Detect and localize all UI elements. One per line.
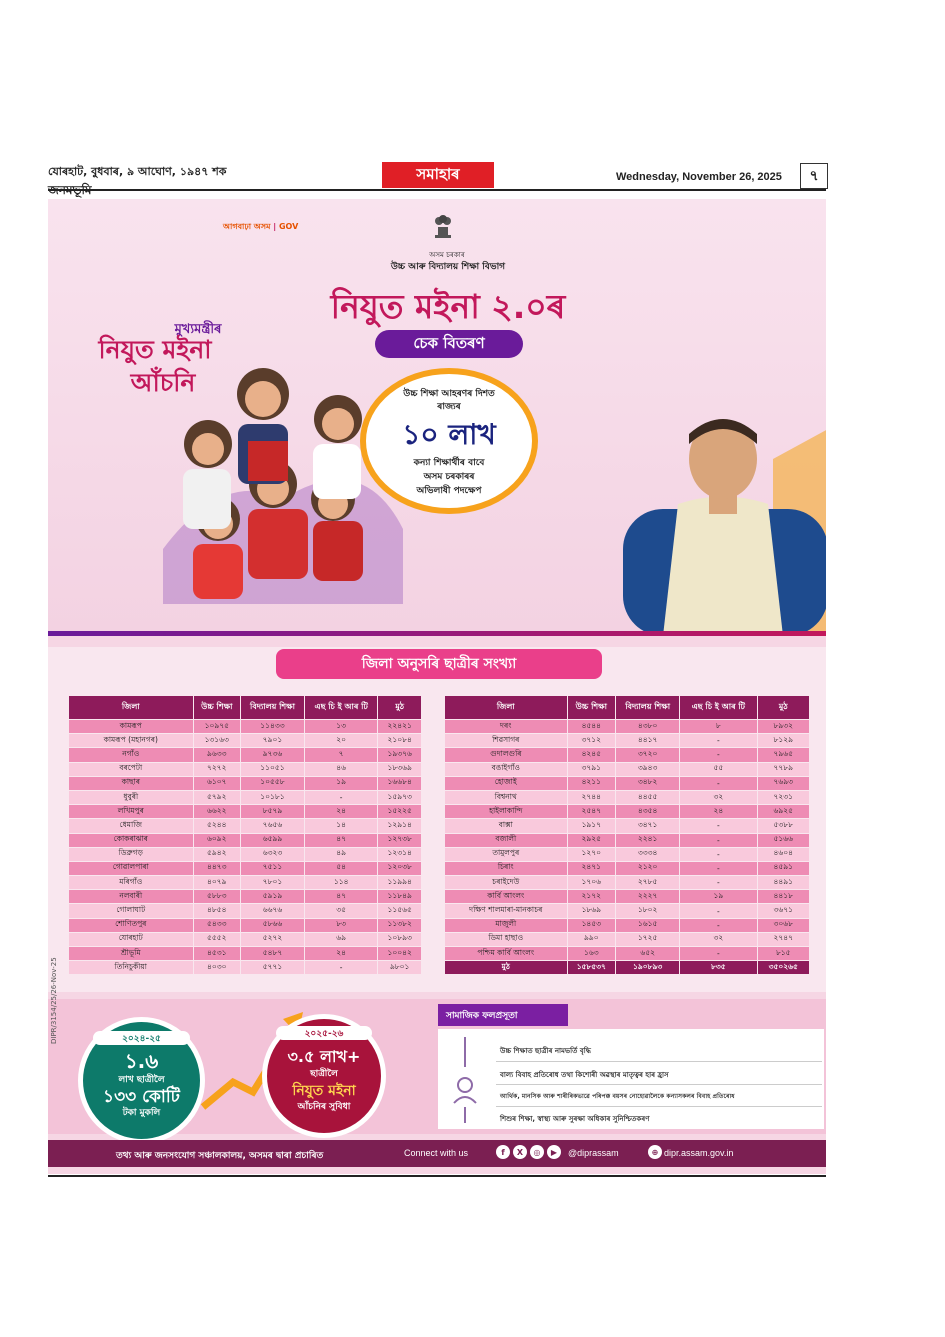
table-cell: ৩৫ — [304, 904, 377, 918]
table-cell: লখিমপুৰ — [69, 805, 194, 819]
table-cell: কামৰূপ — [69, 720, 194, 734]
table-cell: তিনিচুকীয়া — [69, 961, 194, 975]
district-table-right — [444, 695, 810, 975]
table-cell: ৩৯৪৩ — [616, 762, 680, 776]
table-cell: বজালী — [445, 833, 568, 847]
table-cell: ৪৬০৪ — [757, 847, 810, 861]
table-cell: ১০১৮১ — [240, 790, 304, 804]
table-cell: ৩৪৮২ — [616, 776, 680, 790]
circle-text-2: ৰাজ্যৰ — [437, 402, 461, 412]
table-cell: ৫৩৮৮ — [757, 819, 810, 833]
table-cell: ৩৭১২ — [567, 734, 616, 748]
table-cell: গোৱালপাৰা — [69, 861, 194, 875]
table-cell: ডিমা হাছাও — [445, 932, 568, 946]
table-cell: কাছাৰ — [69, 776, 194, 790]
table-cell: ২২৪২১ — [378, 720, 422, 734]
table-cell: ২০ — [304, 734, 377, 748]
table-cell: ১২৭০ — [567, 847, 616, 861]
circle-text-6: অভিলাষী পদক্ষেপ — [416, 486, 482, 496]
table-row — [445, 904, 810, 918]
table-cell: ৯৭৩৬ — [240, 748, 304, 762]
table-cell: ৩৫০২৬৫ — [757, 961, 810, 975]
x-icon[interactable]: X — [513, 1145, 527, 1159]
table-cell: বাক্সা — [445, 819, 568, 833]
table-cell: ১২৯১৪ — [378, 819, 422, 833]
table-row — [445, 876, 810, 890]
table-cell: ৫৮৮৩ — [193, 890, 240, 904]
table-cell: ৭ — [304, 748, 377, 762]
table-row — [69, 847, 422, 861]
table-cell: ৪৪৫৫ — [616, 790, 680, 804]
table-cell: ১৩ — [304, 720, 377, 734]
table-row — [445, 776, 810, 790]
table-cell: ১১০৫১ — [240, 762, 304, 776]
dateline-assamese: যোৰহাট, বুধবাৰ, ৯ আঘোণ, ১৯৪৭ শক — [48, 165, 227, 178]
table-cell: ২২৪১ — [616, 833, 680, 847]
table-cell: ১৮৬৯ — [567, 904, 616, 918]
table-cell: ১৪৫৩ — [567, 918, 616, 932]
table-cell: ১০৮৯৩ — [378, 932, 422, 946]
table-cell: ৫৪৮৭ — [240, 947, 304, 961]
table-cell: ২৪৭১ — [567, 861, 616, 875]
table-cell: যোৰহাট — [69, 932, 194, 946]
table-cell: কোকৰাঝাৰ — [69, 833, 194, 847]
stat-2025-number: ৩.৫ লাখ+ — [287, 1047, 361, 1066]
table-row — [445, 819, 810, 833]
page-bottom-rule — [48, 1175, 826, 1177]
table-cell: ২৯২৫ — [567, 833, 616, 847]
table-cell: ৬৫৯৯ — [240, 833, 304, 847]
ad-code: DIPR/3154/25/26-Nov-25 — [50, 957, 58, 1044]
table-cell: ১৯১৭ — [567, 819, 616, 833]
table-cell: ১০০৪২ — [378, 947, 422, 961]
website-link[interactable]: dipr.assam.gov.in — [664, 1148, 734, 1158]
table-header-row — [445, 696, 810, 720]
table-cell: ৮৩ — [304, 918, 377, 932]
section-label: সমাহাৰ — [382, 162, 494, 188]
table-cell: তামুলপুৰ — [445, 847, 568, 861]
table-cell: ৯৮০১ — [378, 961, 422, 975]
col-higher-edu: উচ্চ শিক্ষা — [567, 696, 616, 720]
table-cell: - — [680, 748, 757, 762]
table-cell: - — [680, 904, 757, 918]
scheme-label-3: আঁচনি — [130, 368, 196, 397]
table-cell: শোণিতপুৰ — [69, 918, 194, 932]
stat-2024-amount: ১৩৩ কোটি — [103, 1087, 180, 1107]
graduate-icon — [448, 1037, 482, 1123]
table-cell: ১৯ — [680, 890, 757, 904]
table-row — [69, 748, 422, 762]
col-district: জিলা — [69, 696, 194, 720]
table-cell: ৪৪৯১ — [757, 876, 810, 890]
table-cell: চৰাইদেউ — [445, 876, 568, 890]
table-cell: ৪৪১৭ — [616, 734, 680, 748]
col-total: মুঠ — [378, 696, 422, 720]
social-impact-item: বাল্য বিবাহ প্ৰতিৰোধ তথা কিশোৰী অৱস্থাৰ মাতৃত্বৰ হাৰ হ্ৰাস — [500, 1071, 669, 1079]
table-row — [445, 805, 810, 819]
table-cell: - — [680, 861, 757, 875]
table-cell: ৪২১১ — [567, 776, 616, 790]
table-cell: ৪৭ — [304, 833, 377, 847]
year-pill-2024: ২০২৪-২৫ — [93, 1031, 190, 1045]
table-cell: ৩৬৭১ — [757, 904, 810, 918]
table-cell: ১২৭৩৮ — [378, 833, 422, 847]
page-number: ৭ — [800, 163, 828, 189]
table-cell: ৬১০৭ — [193, 776, 240, 790]
table-row — [445, 918, 810, 932]
table-row — [445, 762, 810, 776]
table-cell: ২১৭২ — [567, 890, 616, 904]
table-cell: ৮১৫ — [757, 947, 810, 961]
table-cell: - — [680, 918, 757, 932]
table-cell: ৭৬৯৩ — [757, 776, 810, 790]
table-cell: ৪৫৪৪ — [567, 720, 616, 734]
table-cell: ১৫৯৭৩ — [378, 790, 422, 804]
district-table-left — [68, 695, 422, 975]
table-cell: ১১৯৯৪ — [378, 876, 422, 890]
table-cell: ৫৪৩৩ — [193, 918, 240, 932]
table-cell: ১৬১৫ — [616, 918, 680, 932]
instagram-icon[interactable]: ◎ — [530, 1145, 544, 1159]
chief-minister-photo — [623, 399, 826, 636]
col-district: জিলা — [445, 696, 568, 720]
students-illustration — [163, 349, 403, 604]
table-cell: ৪৫৩১ — [193, 947, 240, 961]
header-rule — [48, 189, 826, 191]
divider — [496, 1061, 822, 1062]
ad-title: নিযুত মইনা ২.০ৰ — [330, 287, 566, 326]
table-row — [69, 762, 422, 776]
table-cell: ১৬৩ — [567, 947, 616, 961]
social-impact-item: শিশুৰ শিক্ষা, স্বাস্থ্য আৰু সুৰক্ষা অধিকাৰ সুনিশ্চিতকৰণ — [500, 1115, 650, 1123]
table-row — [445, 847, 810, 861]
table-row — [69, 932, 422, 946]
table-cell: ১১৩৮২ — [378, 918, 422, 932]
table-cell: ১১৪৩৩ — [240, 720, 304, 734]
advertisement — [48, 199, 826, 1174]
table-cell: ১৫৮৫৩৭ — [567, 961, 616, 975]
circle-big-number: ১০ লাখ — [402, 418, 496, 451]
stat-2024-text2: টকা মুকলি — [122, 1108, 161, 1118]
table-row — [69, 890, 422, 904]
ad-subtitle: চেক বিতৰণ — [375, 330, 523, 358]
table-cell: মাজুলী — [445, 918, 568, 932]
table-cell: ৭৭৮৯ — [757, 762, 810, 776]
table-cell: - — [680, 833, 757, 847]
col-total: মুঠ — [757, 696, 810, 720]
table-cell: ৫৮৬৬ — [240, 918, 304, 932]
table-cell: কাৰ্বি আংলং — [445, 890, 568, 904]
table-cell: ৪০৭৯ — [193, 876, 240, 890]
table-cell: ৫৯৪২ — [193, 847, 240, 861]
stat-2025-scheme: নিযুত মইনা — [292, 1083, 356, 1099]
table-cell: ধুবুৰী — [69, 790, 194, 804]
col-scert: এছ চি ই আৰ টি — [304, 696, 377, 720]
department-name: উচ্চ আৰু বিদ্যালয় শিক্ষা বিভাগ — [390, 262, 506, 272]
table-cell: গোলাঘাট — [69, 904, 194, 918]
table-title: জিলা অনুসৰি ছাত্ৰীৰ সংখ্যা — [276, 649, 602, 679]
table-cell: ৫৭৯২ — [193, 790, 240, 804]
table-cell: বৰপেটা — [69, 762, 194, 776]
table-cell: ৫২৪৪ — [193, 819, 240, 833]
scheme-label-1: মুখ্যমন্ত্ৰীৰ — [174, 322, 222, 337]
table-cell: ১৯০৮৯৩ — [616, 961, 680, 975]
hero-divider — [48, 631, 826, 636]
table-row — [69, 734, 422, 748]
partner-logo: আগবাঢ়া অসম | GOV — [223, 222, 299, 231]
table-cell: ৫১৬৬ — [757, 833, 810, 847]
table-cell: ৩২ — [680, 932, 757, 946]
table-cell: ৫৫৫২ — [193, 932, 240, 946]
table-cell: ৬৩২৩ — [240, 847, 304, 861]
table-cell: ৫৭৭১ — [240, 961, 304, 975]
table-cell: - — [680, 776, 757, 790]
table-cell: ১৯ — [304, 776, 377, 790]
table-cell: - — [680, 819, 757, 833]
circle-text-4: কন্যা শিক্ষাৰ্থীৰ বাবে — [413, 458, 485, 468]
table-cell: ১১৮৪৯ — [378, 890, 422, 904]
table-cell: মুঠ — [445, 961, 568, 975]
table-cell: ১০৯৭৫ — [193, 720, 240, 734]
table-cell: - — [680, 947, 757, 961]
table-cell: ৪৪৭৩ — [193, 861, 240, 875]
table-row — [445, 890, 810, 904]
table-cell: ২৭৪৭ — [757, 932, 810, 946]
table-cell: ১১৫৬৫ — [378, 904, 422, 918]
facebook-icon[interactable]: f — [496, 1145, 510, 1159]
table-cell: ৩০৬৮ — [757, 918, 810, 932]
table-row — [69, 776, 422, 790]
youtube-icon[interactable]: ▶ — [547, 1145, 561, 1159]
table-row — [69, 961, 422, 975]
circle-text-1: উচ্চ শিক্ষা আহৰণৰ দিশত — [403, 389, 495, 399]
table-cell: ৩৪৭১ — [616, 819, 680, 833]
stat-2024-text: লাখ ছাত্ৰীলৈ — [118, 1075, 165, 1085]
divider — [496, 1084, 822, 1085]
table-cell: ৫৯১৯ — [240, 890, 304, 904]
table-cell: বঙাইগাঁও — [445, 762, 568, 776]
table-cell: ৭৯৬৫ — [757, 748, 810, 762]
table-cell: - — [680, 734, 757, 748]
table-cell: নলবাৰী — [69, 890, 194, 904]
table-cell: ৭৫১১ — [240, 861, 304, 875]
table-row — [69, 861, 422, 875]
table-cell: ৫৪ — [304, 861, 377, 875]
table-cell: ৫২৭২ — [240, 932, 304, 946]
table-cell: মৰিগাঁও — [69, 876, 194, 890]
table-cell: ৬০৯২ — [193, 833, 240, 847]
connect-label: Connect with us — [404, 1148, 469, 1158]
table-row — [69, 805, 422, 819]
social-impact-item: উচ্চ শিক্ষাত ছাত্ৰীৰ নামভৰ্তি বৃদ্ধি — [500, 1047, 591, 1055]
table-cell: - — [304, 961, 377, 975]
table-cell: ৫৫ — [680, 762, 757, 776]
table-cell: ৯৬৩৩ — [193, 748, 240, 762]
table-cell: ৯৯০ — [567, 932, 616, 946]
table-cell: ৬৯ — [304, 932, 377, 946]
table-cell: ১২০৩৮ — [378, 861, 422, 875]
table-cell: ৩৭৯১ — [567, 762, 616, 776]
divider — [496, 1106, 822, 1107]
table-cell: ১৫২২৫ — [378, 805, 422, 819]
table-cell: হাইলাকান্দি — [445, 805, 568, 819]
table-cell: ১১৪ — [304, 876, 377, 890]
table-cell: ৬৬৭৬ — [240, 904, 304, 918]
col-scert: এছ চি ই আৰ টি — [680, 696, 757, 720]
table-cell: ৪৩৫৪ — [616, 805, 680, 819]
table-cell: ২১২০ — [616, 861, 680, 875]
table-row — [69, 819, 422, 833]
table-row — [445, 790, 810, 804]
table-row — [445, 734, 810, 748]
table-cell: বিশ্বনাথ — [445, 790, 568, 804]
table-row — [69, 790, 422, 804]
table-cell: - — [680, 847, 757, 861]
table-cell: ৪৭ — [304, 890, 377, 904]
table-cell: নগাঁও — [69, 748, 194, 762]
table-cell: ১০৫৫৮ — [240, 776, 304, 790]
table-row — [445, 861, 810, 875]
table-cell: ১৬৬৮৪ — [378, 776, 422, 790]
table-cell: ৮৫৭৯ — [240, 805, 304, 819]
table-cell: ২১০৮৪ — [378, 734, 422, 748]
table-cell: ৮ — [680, 720, 757, 734]
table-cell: শিৱসাগৰ — [445, 734, 568, 748]
table-cell: কামৰূপ (মহানগৰ) — [69, 734, 194, 748]
table-cell: ৩৩৩৪ — [616, 847, 680, 861]
table-cell: ২৪ — [680, 805, 757, 819]
table-cell: ২৭৪৪ — [567, 790, 616, 804]
table-cell: ৬৫২ — [616, 947, 680, 961]
table-cell: - — [680, 876, 757, 890]
table-cell: ১২৩১৪ — [378, 847, 422, 861]
table-cell: ডিব্ৰুগড় — [69, 847, 194, 861]
table-cell: ১৭২৫ — [616, 932, 680, 946]
table-cell: ৩৭২০ — [616, 748, 680, 762]
table-cell: ৮১২৯ — [757, 734, 810, 748]
table-cell: ৪৫৯১ — [757, 861, 810, 875]
social-handle[interactable]: @diprassam — [568, 1148, 619, 1158]
table-cell: ১৯৩৭৬ — [378, 748, 422, 762]
social-impact-item: আৰ্থিক, মানসিক আৰু শাৰীৰিকভাৱে পৰিপক্ক বয়সৰ নোহোৱালৈকে কন্যাসকলৰ বিবাহ প্ৰতিৰোধ — [500, 1093, 735, 1100]
table-row — [69, 833, 422, 847]
table-cell: ৭২৭২ — [193, 762, 240, 776]
stat-2025-text: ছাত্ৰীলৈ — [310, 1069, 338, 1079]
col-school-edu: বিদ্যালয় শিক্ষা — [616, 696, 680, 720]
issuer-text: তথ্য আৰু জনসংযোগ সঞ্চালকালয়, অসমৰ দ্বাৰা প্ৰচাৰিত — [116, 1151, 324, 1161]
table-cell: ২৪ — [304, 805, 377, 819]
table-cell: হোজাই — [445, 776, 568, 790]
table-row — [445, 833, 810, 847]
table-cell: ১৩১৬৩ — [193, 734, 240, 748]
table-cell: ৮৯৩২ — [757, 720, 810, 734]
table-cell: ২২২৭ — [616, 890, 680, 904]
table-row — [69, 720, 422, 734]
social-impact-title: সামাজিক ফলপ্ৰসূতা — [438, 1004, 568, 1026]
table-cell: ৬৯২৫ — [757, 805, 810, 819]
table-row — [445, 947, 810, 961]
table-cell: ৭২৩১ — [757, 790, 810, 804]
table-cell: ৭৬৫৬ — [240, 819, 304, 833]
table-cell: দৰং — [445, 720, 568, 734]
table-cell: ৬৬২২ — [193, 805, 240, 819]
table-cell: ১৭০৬ — [567, 876, 616, 890]
table-cell: ৪৩৮০ — [616, 720, 680, 734]
table-cell: ৪৯ — [304, 847, 377, 861]
table-row — [445, 748, 810, 762]
table-row — [69, 904, 422, 918]
stat-2025-text2: আঁচনিৰ সুবিধা — [297, 1102, 351, 1112]
circle-text-5: অসম চৰকাৰৰ — [423, 472, 475, 482]
table-cell: দক্ষিণ শালমাৰা-মানকাচৰ — [445, 904, 568, 918]
scheme-label-2: নিযুত মইনা — [98, 335, 212, 364]
table-cell: ২৭৮৫ — [616, 876, 680, 890]
table-cell: ৮৩৫ — [680, 961, 757, 975]
table-cell: ৪৮৫৪ — [193, 904, 240, 918]
table-cell: ৪০৩০ — [193, 961, 240, 975]
col-school-edu: বিদ্যালয় শিক্ষা — [240, 696, 304, 720]
year-pill-2025: ২০২৫-২৬ — [276, 1026, 372, 1040]
table-cell: চিৰাং — [445, 861, 568, 875]
table-row — [69, 918, 422, 932]
table-cell: ৪২৪৫ — [567, 748, 616, 762]
government-label: অসম চৰকাৰ — [429, 251, 465, 259]
table-row — [445, 720, 810, 734]
table-cell: ১৮০২ — [616, 904, 680, 918]
table-cell: গুদালগুৰি — [445, 748, 568, 762]
table-cell: শ্ৰীভূমি — [69, 947, 194, 961]
table-total-row — [445, 961, 810, 975]
table-row — [445, 932, 810, 946]
table-cell: ৭৮০১ — [240, 876, 304, 890]
table-cell: ধেমাজি — [69, 819, 194, 833]
table-cell: ১৪ — [304, 819, 377, 833]
table-cell: - — [304, 790, 377, 804]
table-cell: ১৮৩৬৯ — [378, 762, 422, 776]
dateline-english: Wednesday, November 26, 2025 — [616, 171, 782, 183]
stat-2024-number: ১.৬ — [124, 1049, 159, 1073]
table-cell: ৩২ — [680, 790, 757, 804]
globe-icon: ⊕ — [648, 1145, 662, 1159]
table-row — [69, 947, 422, 961]
col-higher-edu: উচ্চ শিক্ষা — [193, 696, 240, 720]
table-header-row — [69, 696, 422, 720]
table-row — [69, 876, 422, 890]
table-cell: ২৪ — [304, 947, 377, 961]
table-cell: ৭৯০১ — [240, 734, 304, 748]
table-cell: ৪৪১৮ — [757, 890, 810, 904]
state-emblem-icon — [430, 211, 456, 241]
table-cell: ২৫৪৭ — [567, 805, 616, 819]
table-cell: পশ্চিম কাৰ্বি আংলং — [445, 947, 568, 961]
table-cell: ৪৬ — [304, 762, 377, 776]
